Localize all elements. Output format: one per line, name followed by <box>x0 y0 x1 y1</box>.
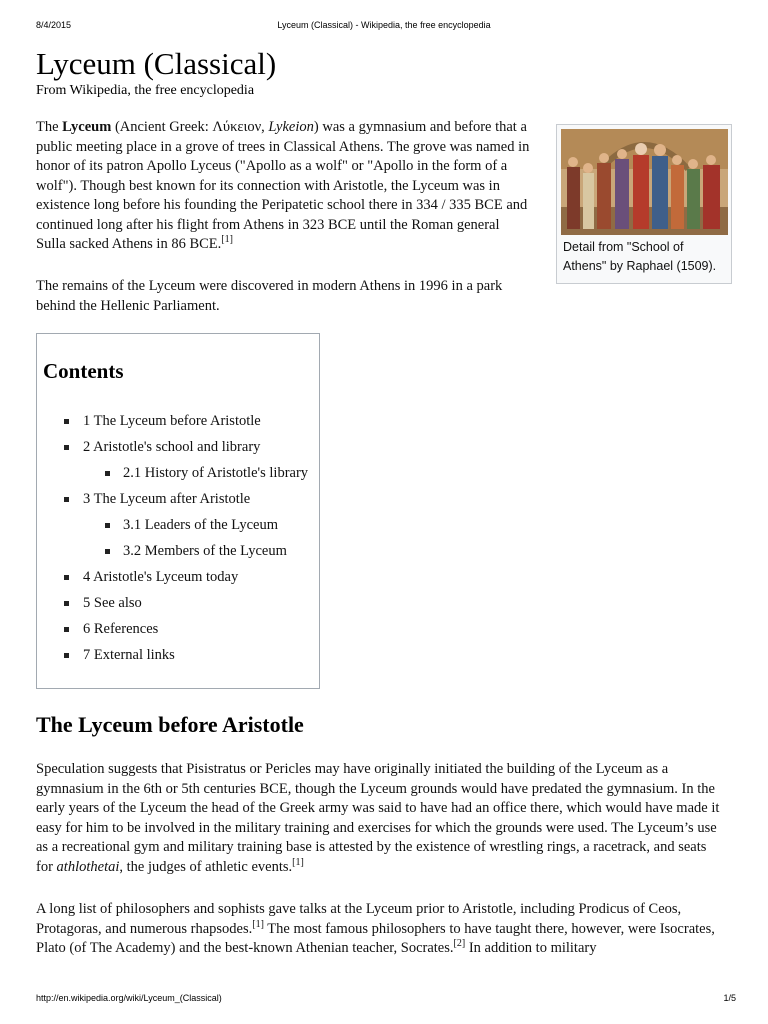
lyceum-bold-term: Lyceum <box>62 119 112 135</box>
section-paragraph <box>36 760 726 877</box>
citation-link[interactable]: [2] <box>453 938 466 950</box>
school-of-athens-image[interactable] <box>561 129 728 235</box>
toc-list <box>37 408 308 668</box>
intro-text: The <box>36 119 63 135</box>
table-of-contents <box>36 333 320 689</box>
section-heading: The Lyceum before Aristotle <box>36 712 304 737</box>
citation-link[interactable]: [1] <box>221 234 233 246</box>
article-title: Lyceum (Classical) <box>36 46 277 81</box>
print-page-title: Lyceum (Classical) - Wikipedia, the free encyclopedia <box>277 20 491 30</box>
intro-text: (Ancient Greek: <box>111 119 213 135</box>
print-date: 8/4/2015 <box>36 20 72 30</box>
toc-item[interactable]: 1 The Lyceum before Aristotle <box>37 408 308 434</box>
intro-paragraph <box>36 118 532 255</box>
intro-text: ) was a gymnasium and before that a public meeting place in a grove of trees in Classical Athens. The grove was named in honor of its patron Apollo Lyceus ("Apollo as a wolf" or "Apollo in the form of a wolf"). Though best known for its connection with Aristotle, the Lyceum was in existence long before his founding the Peripatetic school there in 334 / 335 BCE and continued long after his flight from Athens in 323 BCE until the Roman general Sulla sacked Athens in 86 BCE. <box>36 119 530 252</box>
italic-term: athlothetai <box>56 858 120 875</box>
section-paragraph <box>36 900 726 959</box>
paragraph-text: A long list of philosophers and sophists gave talks at the Lyceum prior to Aristotle, including Prodicus of Ceos, Protagoras, and numerous rhapsodes. <box>36 901 682 937</box>
image-thumbnail <box>556 124 732 284</box>
remains-paragraph: The remains of the Lyceum were discovered in modern Athens in 1996 in a park behind the Hellenic Parliament. <box>36 278 503 314</box>
toc-item[interactable]: 5 See also <box>37 590 308 616</box>
greek-term: Λύκειον <box>212 119 262 135</box>
print-footer <box>0 993 768 1005</box>
toc-item[interactable]: 7 External links <box>37 642 308 668</box>
toc-item[interactable]: 6 References <box>37 616 308 642</box>
citation-link[interactable]: [1] <box>252 918 264 930</box>
toc-title: Contents <box>43 359 124 383</box>
toc-subitem[interactable]: 3.2 Members of the Lyceum <box>37 538 308 564</box>
paragraph-text: Speculation suggests that Pisistratus or Pericles may have originally initiated the building of the Lyceum as a gymnasium in the 6th or 5th centuries BCE, though the Lyceum grounds would have predated the gymnasium. In the early years of the Lyceum the head of the Greek army was said to have had an office there, which would have made it easy for him to be involved in the military training and exercises for which the grounds were used. The Lyceum’s use as a recreational gym and military training base is attested by the existence of wrestling rings, a racetrack, and seats for <box>36 761 720 875</box>
print-url: http://en.wikipedia.org/wiki/Lyceum_(Classical) <box>36 993 222 1003</box>
page-number: 1/5 <box>723 993 736 1003</box>
paragraph-text: In addition to military <box>465 940 597 956</box>
image-caption: Detail from "School of Athens" by Raphael (1509). <box>563 240 717 273</box>
print-header <box>0 20 768 32</box>
toc-item[interactable]: 4 Aristotle's Lyceum today <box>37 564 308 590</box>
toc-item[interactable]: 2 Aristotle's school and library <box>37 434 308 460</box>
toc-item[interactable]: 3 The Lyceum after Aristotle <box>37 486 308 512</box>
site-tagline: From Wikipedia, the free encyclopedia <box>36 83 255 98</box>
toc-subitem[interactable]: 2.1 History of Aristotle's library <box>37 460 308 486</box>
citation-link[interactable]: [1] <box>292 856 304 868</box>
transliteration: Lykeion <box>268 119 314 135</box>
paragraph-text: The most famous philosophers to have taught there, however, were Isocrates, Plato (of The Academy) and the best-known Athenian teacher, Socrates. <box>36 920 715 956</box>
toc-subitem[interactable]: 3.1 Leaders of the Lyceum <box>37 512 308 538</box>
paragraph-text: , the judges of athletic events. <box>119 858 293 875</box>
intro-text: , <box>261 119 269 135</box>
